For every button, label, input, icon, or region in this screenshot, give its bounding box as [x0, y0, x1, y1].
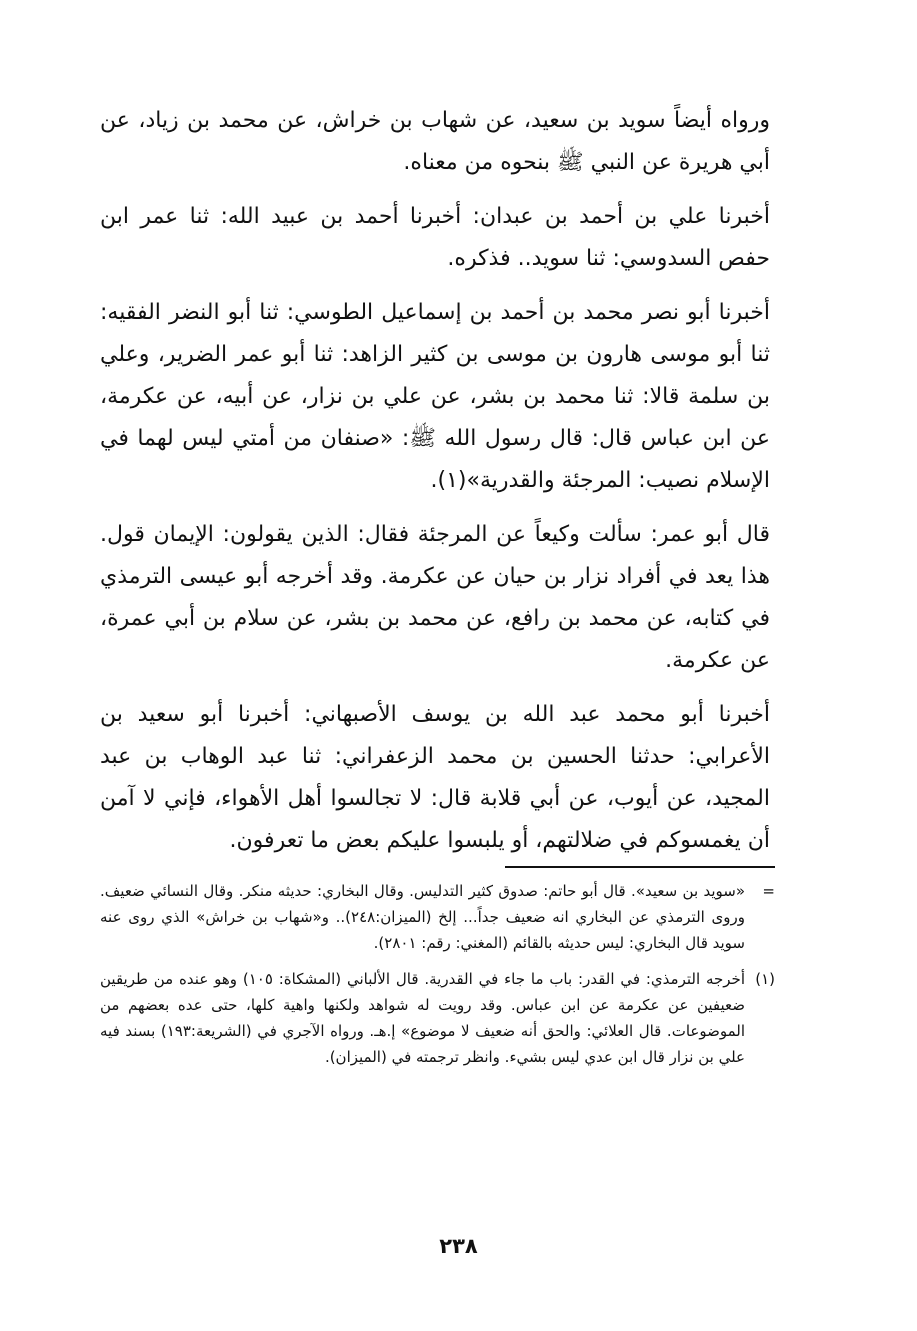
main-text	[100, 100, 770, 874]
footnote-text: أخرجه الترمذي: في القدر: باب ما جاء في القدرية. قال الألباني (المشكاة: ١٠٥) وهو عنده من طريقين ضعيفين عن عكرمة عن ابن عباس. وقد رويت له شواهد ولكنها واهية كلها، حتى عده بعضهم من الموضوعات. قال العلائي: والحق أنه ضعيف لا موضوع» إ.هـ. ورواه الآجري في (الشريعة:١٩٣) بسند فيه علي بن نزار قال ابن عدي ليس بشيء. وانظر ترجمته في (الميزان).	[100, 970, 745, 1066]
footnote-marker: (١)	[755, 970, 775, 988]
footnote-text: «سويد بن سعيد». قال أبو حاتم: صدوق كثير التدليس. وقال البخاري: حديثه منكر. وقال النسائي ضعيف. وروى الترمذي عن البخاري انه ضعيف جداً... إلخ (الميزان:٢٤٨).. و«شهاب بن خراش» الذي روى عنه سويد قال البخاري: ليس حديثه بالقائم (المغني: رقم: ٢٨٠١).	[100, 882, 745, 952]
footnote-divider	[505, 866, 775, 868]
footnotes	[100, 878, 775, 1080]
paragraph-1: ورواه أيضاً سويد بن سعيد، عن شهاب بن خراش، عن محمد بن زياد، عن أبي هريرة عن النبي ﷺ بنحوه من معناه.	[100, 108, 770, 175]
page-number: ٢٣٨	[439, 1234, 478, 1258]
paragraph-4: قال أبو عمر: سألت وكيعاً عن المرجئة فقال: الذين يقولون: الإيمان قول. هذا يعد في أفراد نزار بن حيان عن عكرمة. وقد أخرجه أبو عيسى الترمذي في كتابه، عن محمد بن رافع، عن محمد بن بشر، عن سلام بن أبي عمرة، عن عكرمة.	[100, 522, 770, 673]
paragraph-3: أخبرنا أبو نصر محمد بن أحمد بن إسماعيل الطوسي: ثنا أبو النضر الفقيه: ثنا أبو موسى هارون بن موسى بن كثير الزاهد: ثنا أبو عمر الضرير، وعلي بن سلمة قالا: ثنا محمد بن بشر، عن علي بن نزار، عن أبيه، عن عكرمة، عن ابن عباس قال: قال رسول الله ﷺ: «صنفان من أمتي ليس لهما في الإسلام نصيب: المرجئة والقدرية»(١).	[100, 300, 770, 493]
footnote-marker: =	[762, 882, 775, 900]
footnote-continuation	[100, 878, 775, 956]
paragraph-5: أخبرنا أبو محمد عبد الله بن يوسف الأصبهاني: أخبرنا أبو سعيد بن الأعرابي: حدثنا الحسين بن محمد الزعفراني: ثنا عبد الوهاب بن عبد المجيد، عن أيوب، عن أبي قلابة قال: لا تجالسوا أهل الأهواء، فإني لا آمن أن يغمسوكم في ضلالتهم، أو يلبسوا عليكم بعض ما تعرفون.	[100, 702, 770, 853]
footnote-1	[100, 966, 775, 1070]
paragraph-2: أخبرنا علي بن أحمد بن عبدان: أخبرنا أحمد بن عبيد الله: ثنا عمر ابن حفص السدوسي: ثنا سويد.. فذكره.	[100, 204, 770, 271]
